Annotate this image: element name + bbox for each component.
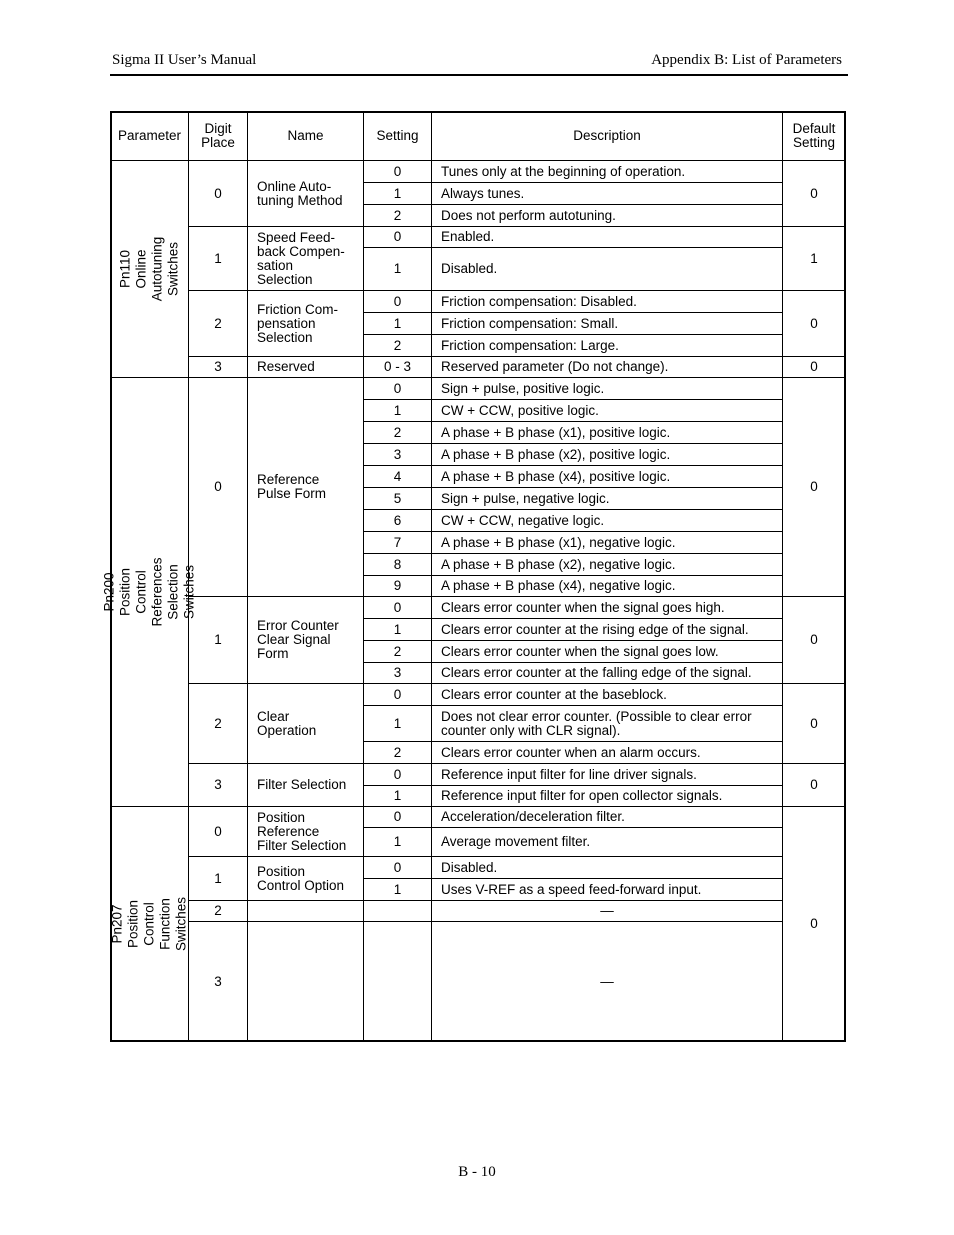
digit-place: 3 [188,763,248,807]
col-header-digit-place: Digit Place [188,111,248,161]
setting-description: A phase + B phase (x2), negative logic. [431,553,783,576]
param-pn200 [101,377,197,807]
param-pn110-label: Pn110 Online Autotuning Switches [117,236,181,302]
col-header-default-setting: Default Setting [782,111,846,161]
parameter-table [101,111,846,1042]
setting-value: 1 [363,827,432,857]
setting-description: Clears error counter at the rising edge of the signal. [431,618,783,641]
digit-place: 1 [188,596,248,684]
setting-description: Friction compensation: Small. [431,312,783,335]
setting-description: Does not clear error counter. (Possible to clear error counter only with CLR signal). [431,705,783,742]
default-setting: 0 [782,806,846,1042]
setting-value: 2 [363,334,432,357]
param-name: Filter Selection [247,763,364,807]
digit-place: 2 [188,683,248,764]
setting-value: 2 [363,421,432,444]
setting-value: 1 [363,785,432,807]
digit-place: 0 [188,377,248,597]
default-setting: 0 [782,356,846,378]
setting-description: Clears error counter when the signal goes high. [431,596,783,619]
default-setting: 0 [782,377,846,597]
setting-value: 3 [363,662,432,684]
setting-value: 0 [363,226,432,248]
param-name: Clear Operation [247,683,364,764]
setting-description: Disabled. [431,856,783,879]
digit-place: 3 [188,356,248,378]
digit-place: 0 [188,160,248,227]
setting-value: 0 [363,290,432,313]
setting-value: 0 [363,683,432,706]
setting-description: Reference input filter for line driver signals. [431,763,783,786]
col-header-name: Name [247,111,364,161]
default-setting: 1 [782,226,846,291]
setting-description: Tunes only at the beginning of operation. [431,160,783,183]
setting-value: 9 [363,575,432,597]
setting-value: 0 [363,806,432,828]
digit-place: 0 [188,806,248,857]
page-number: B - 10 [458,1164,496,1180]
setting-value: 5 [363,487,432,510]
setting-description: Does not perform autotuning. [431,204,783,227]
setting-description: A phase + B phase (x4), negative logic. [431,575,783,597]
setting-value: 6 [363,509,432,532]
default-setting: 0 [782,290,846,357]
setting-description: Clears error counter at the baseblock. [431,683,783,706]
col-header-setting: Setting [363,111,432,161]
setting-value: 2 [363,204,432,227]
default-setting: 0 [782,596,846,684]
param-name [247,921,364,1042]
setting-value: 0 [363,377,432,400]
param-name: Reserved [247,356,364,378]
setting-value: 1 [363,247,432,291]
param-pn207-label: Pn207 Position Control Function Switches [109,896,189,952]
setting-description: — [431,900,783,922]
default-setting: 0 [782,160,846,227]
param-name: Position Reference Filter Selection [247,806,364,857]
setting-description: Uses V-REF as a speed feed-forward input. [431,878,783,901]
setting-value: 0 - 3 [363,356,432,378]
setting-value: 0 [363,596,432,619]
setting-description: Always tunes. [431,182,783,205]
default-setting: 0 [782,763,846,807]
setting-description: Friction compensation: Large. [431,334,783,357]
setting-description: A phase + B phase (x4), positive logic. [431,465,783,488]
header-manual-title: Sigma II User’s Manual [112,52,257,68]
setting-description: Sign + pulse, negative logic. [431,487,783,510]
setting-description: CW + CCW, negative logic. [431,509,783,532]
setting-description: Clears error counter when the signal goes low. [431,640,783,663]
setting-description: Disabled. [431,247,783,291]
param-name: Speed Feed- back Compen- sation Selection [247,226,364,291]
header-rule [110,74,848,76]
setting-description: A phase + B phase (x2), positive logic. [431,443,783,466]
setting-description: Reserved parameter (Do not change). [431,356,783,378]
default-setting: 0 [782,683,846,764]
setting-value: 1 [363,399,432,422]
setting-value: 3 [363,443,432,466]
setting-value [363,921,432,1042]
param-pn110 [110,160,189,378]
setting-value: 0 [363,763,432,786]
setting-value: 0 [363,160,432,183]
digit-place: 1 [188,226,248,291]
setting-description: CW + CCW, positive logic. [431,399,783,422]
digit-place: 2 [188,900,248,922]
setting-value: 2 [363,640,432,663]
param-name [247,900,364,922]
setting-value: 2 [363,741,432,764]
setting-description: Average movement filter. [431,827,783,857]
setting-value: 7 [363,531,432,554]
setting-description: Reference input filter for open collector signals. [431,785,783,807]
setting-description: — [431,921,783,1042]
header-section-title: Appendix B: List of Parameters [651,52,842,68]
param-pn200-label: Pn200 Position Control References Selection Switches [101,557,197,627]
param-name: Friction Com- pensation Selection [247,290,364,357]
setting-description: Friction compensation: Disabled. [431,290,783,313]
digit-place: 2 [188,290,248,357]
setting-description: Sign + pulse, positive logic. [431,377,783,400]
setting-value: 4 [363,465,432,488]
param-name: Position Control Option [247,856,364,901]
setting-value: 1 [363,312,432,335]
setting-description: Clears error counter at the falling edge of the signal. [431,662,783,684]
col-header-parameter: Parameter [110,111,189,161]
setting-value: 1 [363,705,432,742]
setting-description: A phase + B phase (x1), positive logic. [431,421,783,444]
setting-description: Enabled. [431,226,783,248]
setting-value: 0 [363,856,432,879]
setting-value: 1 [363,618,432,641]
setting-description: Clears error counter when an alarm occurs. [431,741,783,764]
setting-value: 1 [363,878,432,901]
setting-value [363,900,432,922]
setting-description: A phase + B phase (x1), negative logic. [431,531,783,554]
setting-value: 1 [363,182,432,205]
digit-place: 3 [188,921,248,1042]
param-name: Error Counter Clear Signal Form [247,596,364,684]
param-name: Online Auto- tuning Method [247,160,364,227]
param-pn207 [110,806,189,1042]
col-header-description: Description [431,111,783,161]
setting-description: Acceleration/deceleration filter. [431,806,783,828]
digit-place: 1 [188,856,248,901]
param-name: Reference Pulse Form [247,377,364,597]
setting-value: 8 [363,553,432,576]
